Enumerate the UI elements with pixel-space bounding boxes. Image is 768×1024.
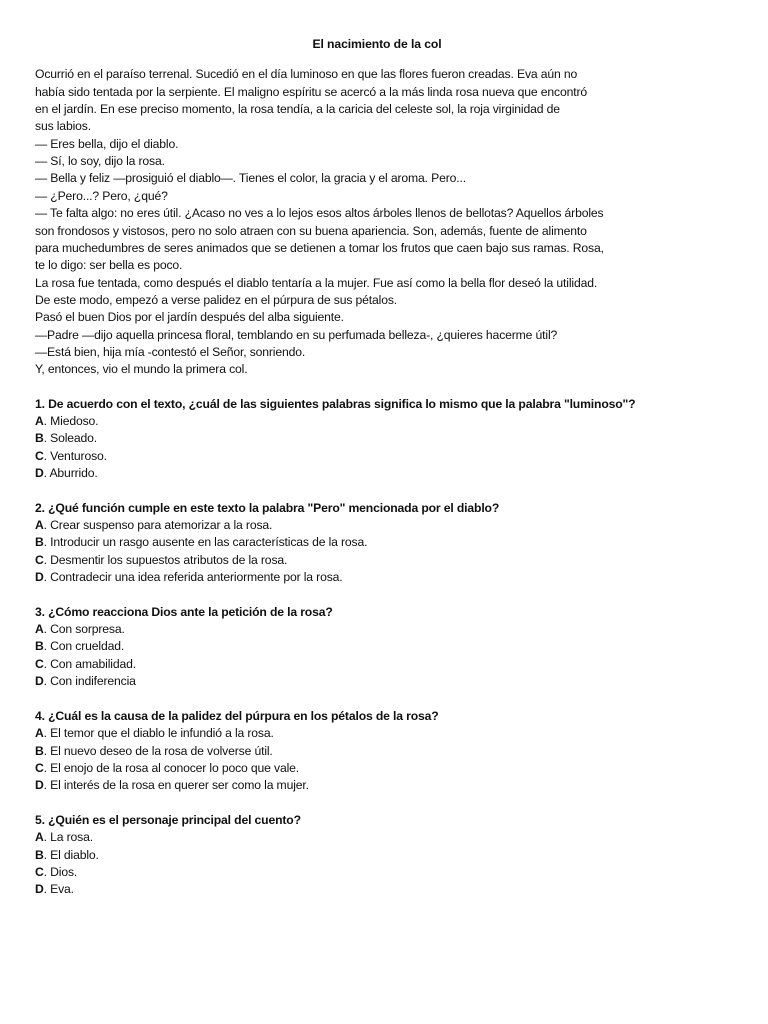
question-5 bbox=[35, 812, 645, 899]
story-line: te lo digo: ser bella es poco. bbox=[35, 258, 183, 273]
story-line: en el jardín. En ese preciso momento, la rosa tendía, a la caricia del celeste sol, la roja virginidad de bbox=[35, 102, 560, 117]
option-c bbox=[35, 448, 645, 465]
option-d bbox=[35, 881, 645, 898]
option-c bbox=[35, 760, 645, 777]
option-a bbox=[35, 517, 645, 534]
option-letter: A bbox=[35, 726, 44, 741]
story-line: había sido tentada por la serpiente. El maligno espíritu se acercó a la más linda rosa nueva que encontró bbox=[35, 84, 587, 99]
option-letter: C bbox=[35, 656, 44, 671]
story-line: —Padre —dijo aquella princesa floral, temblando en su perfumada belleza-, ¿quieres hacerme útil? bbox=[35, 327, 558, 342]
option-letter: D bbox=[35, 570, 44, 585]
question-text: 5. ¿Quién es el personaje principal del cuento? bbox=[35, 812, 301, 827]
story-line: Ocurrió en el paraíso terrenal. Sucedió en el día luminoso en que las flores fueron creadas. Eva aún no bbox=[35, 67, 578, 82]
option-d bbox=[35, 777, 645, 794]
option-letter: C bbox=[35, 760, 44, 775]
question-text: 4. ¿Cuál es la causa de la palidez del púrpura en los pétalos de la rosa? bbox=[35, 708, 439, 723]
option-text: . Crear suspenso para atemorizar a la rosa. bbox=[43, 518, 273, 533]
question-1 bbox=[35, 396, 645, 483]
option-text: . Con crueldad. bbox=[43, 639, 125, 654]
option-letter: D bbox=[35, 778, 44, 793]
option-text: . Con amabilidad. bbox=[43, 656, 136, 671]
story-line: — Te falta algo: no eres útil. ¿Acaso no ves a lo lejos esos altos árboles llenos de bellotas? Aquellos árboles bbox=[35, 206, 604, 221]
option-letter: A bbox=[35, 518, 44, 533]
option-text: . El interés de la rosa en querer ser como la mujer. bbox=[43, 778, 309, 793]
option-b bbox=[35, 534, 645, 551]
option-text: . Venturoso. bbox=[43, 448, 107, 463]
question-2 bbox=[35, 500, 645, 587]
story-line: — Eres bella, dijo el diablo. bbox=[35, 136, 179, 151]
option-b bbox=[35, 638, 645, 655]
document-page bbox=[35, 36, 645, 899]
story-line: sus labios. bbox=[35, 119, 91, 134]
option-text: . Con sorpresa. bbox=[43, 622, 125, 637]
option-text: . El diablo. bbox=[43, 847, 99, 862]
option-c bbox=[35, 552, 645, 569]
option-text: . Aburrido. bbox=[43, 466, 98, 481]
option-text: . Eva. bbox=[43, 882, 74, 897]
option-text: . Con indiferencia bbox=[43, 674, 136, 689]
option-letter: B bbox=[35, 431, 44, 446]
option-text: . Contradecir una idea referida anteriormente por la rosa. bbox=[43, 570, 343, 585]
option-text: . El temor que el diablo le infundió a la rosa. bbox=[43, 726, 274, 741]
option-text: . El nuevo deseo de la rosa de volverse útil. bbox=[43, 743, 273, 758]
option-text: . Desmentir los supuestos atributos de la rosa. bbox=[43, 552, 288, 567]
option-text: . El enojo de la rosa al conocer lo poco que vale. bbox=[43, 760, 300, 775]
option-letter: B bbox=[35, 535, 44, 550]
option-text: . La rosa. bbox=[43, 830, 93, 845]
question-text: 2. ¿Qué función cumple en este texto la palabra "Pero" mencionada por el diablo? bbox=[35, 500, 500, 515]
option-c bbox=[35, 656, 645, 673]
story-line: De este modo, empezó a verse palidez en el púrpura de sus pétalos. bbox=[35, 292, 398, 307]
option-letter: B bbox=[35, 743, 44, 758]
story-line: son frondosos y vistosos, pero no solo atraen con su buena apariencia. Son, además, fuente de alimento bbox=[35, 223, 587, 238]
story-line: Y, entonces, vio el mundo la primera col. bbox=[35, 362, 248, 377]
option-letter: B bbox=[35, 639, 44, 654]
option-letter: D bbox=[35, 882, 44, 897]
question-text: 3. ¿Cómo reacciona Dios ante la petición de la rosa? bbox=[35, 604, 333, 619]
option-a bbox=[35, 725, 645, 742]
option-letter: A bbox=[35, 830, 44, 845]
story-line: —Está bien, hija mía -contestó el Señor, sonriendo. bbox=[35, 344, 306, 359]
option-letter: B bbox=[35, 847, 44, 862]
option-text: . Introducir un rasgo ausente en las características de la rosa. bbox=[43, 535, 368, 550]
story-text bbox=[35, 66, 645, 378]
story-line: para muchedumbres de seres animados que se detienen a tomar los frutos que caen bajo sus ramas. Rosa, bbox=[35, 240, 604, 255]
option-text: . Soleado. bbox=[43, 431, 98, 446]
option-text: . Dios. bbox=[43, 864, 78, 879]
document-title: El nacimiento de la col bbox=[312, 37, 442, 51]
option-a bbox=[35, 621, 645, 638]
question-text: 1. De acuerdo con el texto, ¿cuál de las siguientes palabras significa lo mismo que la palabra "luminoso"? bbox=[35, 396, 636, 411]
option-b bbox=[35, 743, 645, 760]
option-b bbox=[35, 847, 645, 864]
option-a bbox=[35, 829, 645, 846]
option-d bbox=[35, 465, 645, 482]
option-c bbox=[35, 864, 645, 881]
story-line: Pasó el buen Dios por el jardín después del alba siguiente. bbox=[35, 310, 344, 325]
question-3 bbox=[35, 604, 645, 691]
option-letter: A bbox=[35, 622, 44, 637]
story-line: — Sí, lo soy, dijo la rosa. bbox=[35, 154, 165, 169]
option-a bbox=[35, 413, 645, 430]
story-line: — ¿Pero...? Pero, ¿qué? bbox=[35, 188, 168, 203]
question-4 bbox=[35, 708, 645, 795]
option-letter: A bbox=[35, 414, 44, 428]
story-line: La rosa fue tentada, como después el diablo tentaría a la mujer. Fue así como la bella flor deseó la utilidad. bbox=[35, 275, 598, 290]
option-letter: C bbox=[35, 552, 44, 567]
story-line: — Bella y feliz —prosiguió el diablo—. Tienes el color, la gracia y el aroma. Pero... bbox=[35, 171, 466, 186]
option-letter: C bbox=[35, 864, 44, 879]
option-d bbox=[35, 673, 645, 690]
option-letter: C bbox=[35, 448, 44, 463]
option-d bbox=[35, 569, 645, 586]
option-b bbox=[35, 430, 645, 447]
option-letter: D bbox=[35, 466, 44, 481]
option-letter: D bbox=[35, 674, 44, 689]
option-text: . Miedoso. bbox=[43, 414, 99, 428]
